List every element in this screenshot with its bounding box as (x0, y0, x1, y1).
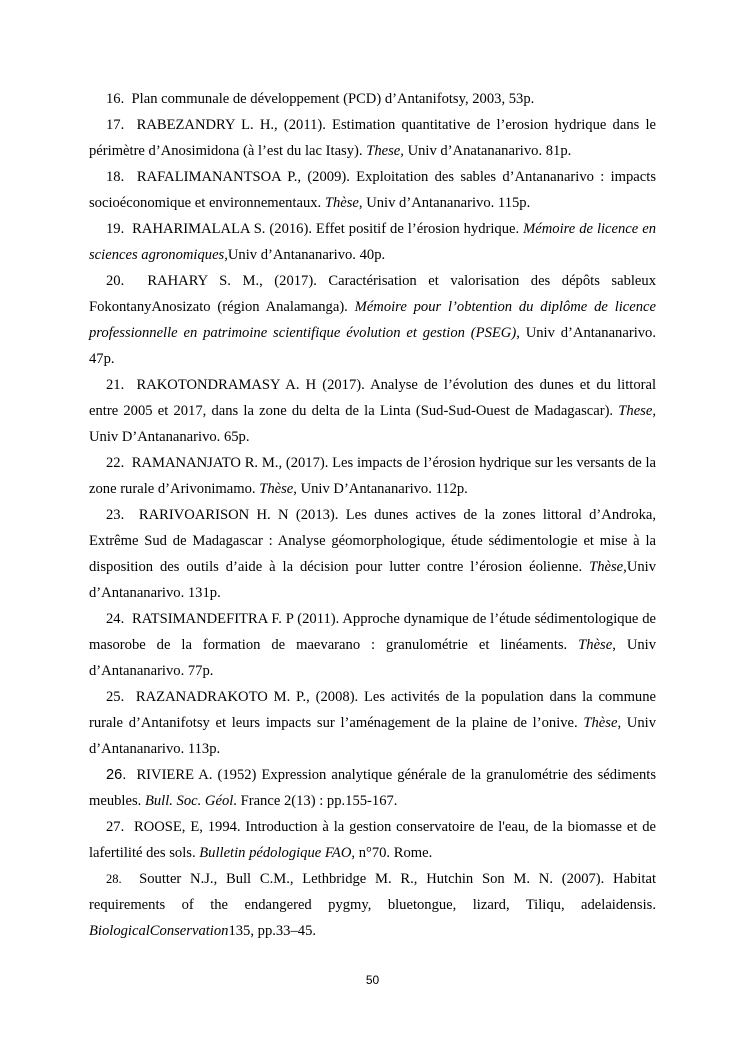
reference-title-italic: Thèse (578, 637, 613, 653)
reference-number: 23. (106, 507, 125, 523)
reference-text: RAZANADRAKOTO M. P., (2008). Les activités de la population dans la commune rurale d’Antanifotsy et leurs impacts sur l’aménagement de la plaine de l’onive. (89, 689, 656, 731)
reference-entry (89, 450, 656, 502)
reference-number: 22. (106, 455, 125, 471)
reference-entry (89, 814, 656, 866)
reference-text: , Univ d’Antananarivo. 47p. (89, 325, 656, 367)
reference-text: . France 2(13) : pp.155-167. (233, 793, 398, 809)
reference-number: 18. (106, 169, 125, 185)
reference-number: 19. (106, 221, 125, 237)
reference-text: , n°70. Rome. (351, 845, 433, 861)
reference-text: , Univ d’Antananarivo. 115p. (358, 195, 531, 211)
reference-entry (89, 606, 656, 684)
reference-text: Univ d’Antananarivo. 131p. (89, 559, 656, 601)
reference-title-italic: BiologicalConservation (89, 923, 229, 939)
reference-entry (89, 164, 656, 216)
reference-entry (89, 502, 656, 606)
reference-title-italic: Bulletin pédologique FAO (199, 845, 352, 861)
reference-entry (89, 372, 656, 450)
reference-number: 25. (106, 689, 125, 705)
reference-number: 28. (106, 872, 122, 886)
reference-text: ROOSE, E, 1994. Introduction à la gestion conservatoire de l'eau, de la biomasse et de lafertilité des sols. (89, 819, 657, 861)
reference-number: 24. (106, 611, 125, 627)
reference-title-italic: These (366, 143, 401, 159)
reference-number: 17. (106, 117, 125, 133)
reference-entry (89, 684, 656, 762)
reference-text: RAHARY S. M., (2017). Caractérisation et valorisation des dépôts sableux FokontanyAnosizato (région Analamanga). (89, 273, 657, 315)
reference-title-italic: Thèse (583, 715, 618, 731)
reference-number: 26. (106, 767, 127, 783)
reference-title-italic: Bull. Soc. Géol (144, 793, 234, 809)
reference-text: Soutter N.J., Bull C.M., Lethbridge M. R., Hutchin Son M. N. (2007). Habitat requirements of the endangered pygmy, bluetongue, lizard, Tiliqu, adelaidensis. (89, 871, 656, 913)
reference-text: RABEZANDRY L. H., (2011). Estimation quantitative de l’erosion hydrique dans le périmètre d’Anosimidona (à l’est du lac Itasy). (89, 117, 657, 159)
reference-number: 21. (106, 377, 125, 393)
reference-number: 20. (106, 273, 125, 289)
reference-text: , Univ D’Antananarivo. 112p. (293, 481, 468, 497)
reference-text: RATSIMANDEFITRA F. P (2011). Approche dynamique de l’étude sédimentologique de masorobe de la formation de maevarano : granulométrie et linéaments. (89, 611, 657, 653)
reference-text: RARIVOARISON H. N (2013). Les dunes actives de la zones littoral d’Androka, Extrême Sud de Madagascar : Analyse géomorphologique, étude sédimentologie et mise à la disposition des outils d’aide à la décision pour lutter contre l’érosion éolienne. (89, 507, 656, 575)
reference-text: , Univ D’Antananarivo. 65p. (89, 403, 656, 445)
reference-text: RAHARIMALALA S. (2016). Effet positif de l’érosion hydrique. (132, 221, 524, 237)
reference-text: , Univ d’Antananarivo. 113p. (89, 715, 656, 757)
reference-text: Plan communale de développement (PCD) d’Antanifotsy, 2003, 53p. (131, 91, 535, 107)
reference-title-italic: Thèse (324, 195, 359, 211)
reference-list (89, 86, 656, 944)
page-number: 50 (365, 973, 380, 987)
reference-number: 27. (106, 819, 125, 835)
reference-title-italic: These (618, 403, 653, 419)
reference-text: RAFALIMANANTSOA P., (2009). Exploitation des sables d’Antananarivo : impacts socioéconomique et environnementaux. (89, 169, 656, 211)
reference-title-italic: Mémoire pour l’obtention du diplôme de licence professionnelle en patrimoine scientifique évolution et gestion (PSEG) (89, 299, 657, 341)
reference-title-italic: Thèse, (589, 559, 627, 575)
reference-entry (89, 216, 656, 268)
reference-entry (89, 866, 656, 944)
reference-text: RAKOTONDRAMASY A. H (2017). Analyse de l’évolution des dunes et du littoral entre 2005 et 2017, dans la zone du delta de la Linta (Sud-Sud-Ouest de Madagascar). (89, 377, 657, 419)
reference-entry (89, 762, 656, 814)
reference-text: 135, pp.33–45. (228, 923, 317, 939)
reference-text: , Univ d’Antananarivo. 77p. (89, 637, 657, 679)
reference-text: RIVIERE A. (1952) Expression analytique générale de la granulométrie des sédiments meubles. (89, 767, 656, 809)
reference-entry (89, 268, 656, 372)
reference-entry (89, 112, 656, 164)
reference-text: , Univ d’Anatananarivo. 81p. (400, 143, 572, 159)
reference-title-italic: Thèse (259, 481, 294, 497)
reference-text: RAMANANJATO R. M., (2017). Les impacts de l’érosion hydrique sur les versants de la zone rurale d’Arivonimamo. (89, 455, 656, 497)
reference-number: 16. (106, 91, 125, 107)
reference-text: Univ d’Antananarivo. 40p. (227, 247, 386, 263)
reference-entry (89, 86, 656, 112)
reference-title-italic: Mémoire de licence en sciences agronomiques, (89, 221, 656, 263)
